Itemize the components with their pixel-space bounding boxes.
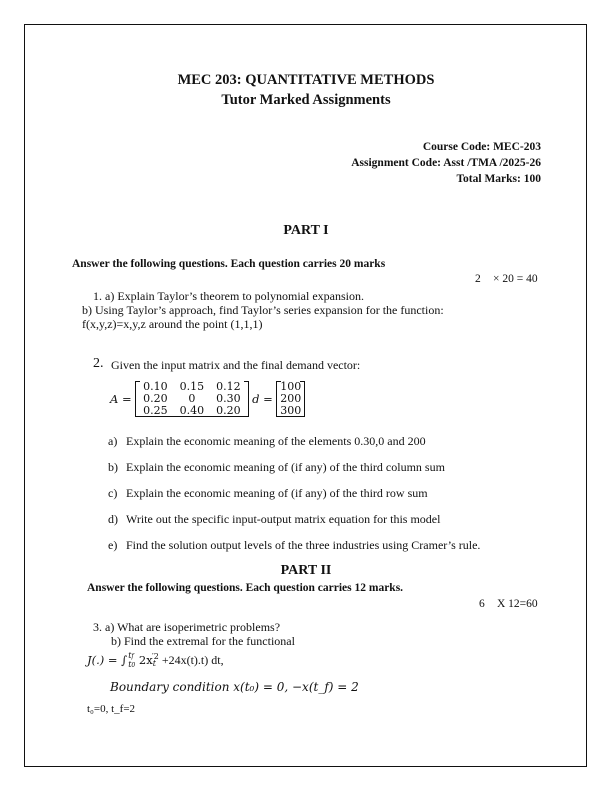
q3-functional bbox=[87, 652, 224, 670]
matrix-cell: 0.40 bbox=[179, 404, 205, 417]
q2-sub-a-label: a) bbox=[108, 434, 118, 448]
part2-marks-formula: X 12=60 bbox=[497, 598, 538, 610]
matrix-cell: 0.20 bbox=[143, 392, 168, 405]
q2-matrix-equation bbox=[110, 381, 305, 417]
q2-sub-a-text: Explain the economic meaning of the elements 0.30,0 and 200 bbox=[126, 434, 426, 448]
matrix-cell: 0.25 bbox=[143, 404, 168, 417]
matrix-a-label: A = bbox=[110, 392, 132, 406]
q2-sub-e-label: e) bbox=[108, 538, 118, 552]
upper-limit: t bbox=[128, 651, 132, 661]
assignment-code: Assignment Code: Asst /TMA /2025-26 bbox=[351, 157, 541, 169]
part2-heading: PART II bbox=[280, 563, 332, 578]
course-title: MEC 203: QUANTITATIVE METHODS bbox=[177, 72, 435, 88]
matrix-cell: 0.12 bbox=[216, 380, 241, 393]
q2-sub-e-text: Find the solution output levels of the three industries using Cramer’s rule. bbox=[126, 538, 481, 552]
functional-rest: +24x(t).t) dt, bbox=[158, 653, 224, 667]
q2-sub-b-label: b) bbox=[108, 460, 118, 474]
q3-part-b: b) Find the extremal for the functional bbox=[111, 634, 295, 648]
part1-instruction: Answer the following questions. Each question carries 20 marks bbox=[72, 258, 386, 270]
q2-sub-d-text: Write out the specific input-output matrix equation for this model bbox=[126, 512, 441, 526]
vector-cell: 100 bbox=[280, 380, 302, 393]
q1-part-b: b) Using Taylor’s approach, find Taylor’s series expansion for the function: bbox=[82, 303, 444, 317]
course-code: Course Code: MEC-203 bbox=[422, 141, 541, 153]
q2-sub-d-label: d) bbox=[108, 512, 118, 526]
lower-limit: t bbox=[128, 660, 132, 670]
q2-sub-b-text: Explain the economic meaning of (if any) of the third column sum bbox=[126, 460, 445, 474]
part1-marks-formula: × 20 = 40 bbox=[493, 273, 538, 285]
vector-cell: 200 bbox=[280, 392, 302, 405]
matrix-cell: 0.10 bbox=[143, 380, 168, 393]
q1-part-b-function: f(x,y,z)=x,y,z around the point (1,1,1) bbox=[82, 317, 263, 331]
vector-d bbox=[276, 381, 305, 417]
vector-d-label: d = bbox=[252, 392, 273, 406]
q2-stem: Given the input matrix and the final demand vector: bbox=[111, 358, 361, 372]
matrix-a bbox=[135, 381, 249, 417]
upper-limit-sub: f bbox=[131, 653, 134, 661]
q2-number: 2. bbox=[93, 356, 104, 371]
q2-sub-c-text: Explain the economic meaning of (if any) of the third row sum bbox=[126, 486, 428, 500]
vector-cell: 300 bbox=[280, 404, 302, 417]
matrix-cell: 0.30 bbox=[216, 392, 241, 405]
functional-lhs: J(.) = ∫ bbox=[87, 653, 128, 667]
part2-instruction: Answer the following questions. Each question carries 12 marks. bbox=[87, 582, 404, 594]
part1-heading: PART I bbox=[283, 223, 329, 238]
q3-time-limits: t₀=0, t_f=2 bbox=[87, 703, 136, 715]
lower-limit-sub: 0 bbox=[131, 662, 136, 670]
total-marks: Total Marks: 100 bbox=[456, 173, 541, 185]
matrix-cell: 0.20 bbox=[216, 404, 241, 417]
q3-part-a: 3. a) What are isoperimetric problems? bbox=[93, 620, 281, 634]
part2-marks-count: 6 bbox=[479, 598, 485, 610]
integrand-sub: t bbox=[152, 659, 156, 668]
integrand-sup: ′2 bbox=[151, 652, 159, 661]
integrand: 2x bbox=[135, 653, 153, 667]
q1-part-a: 1. a) Explain Taylor’s theorem to polynomial expansion. bbox=[93, 289, 364, 303]
part1-marks-count: 2 bbox=[475, 273, 481, 285]
document-subtitle: Tutor Marked Assignments bbox=[221, 92, 391, 108]
q2-sub-c-label: c) bbox=[108, 486, 118, 500]
matrix-cell: 0.15 bbox=[179, 380, 205, 393]
q3-boundary-condition: Boundary condition x(t₀) = 0, −x(t_f) = 2 bbox=[110, 680, 359, 694]
matrix-cell: 0 bbox=[188, 392, 196, 405]
